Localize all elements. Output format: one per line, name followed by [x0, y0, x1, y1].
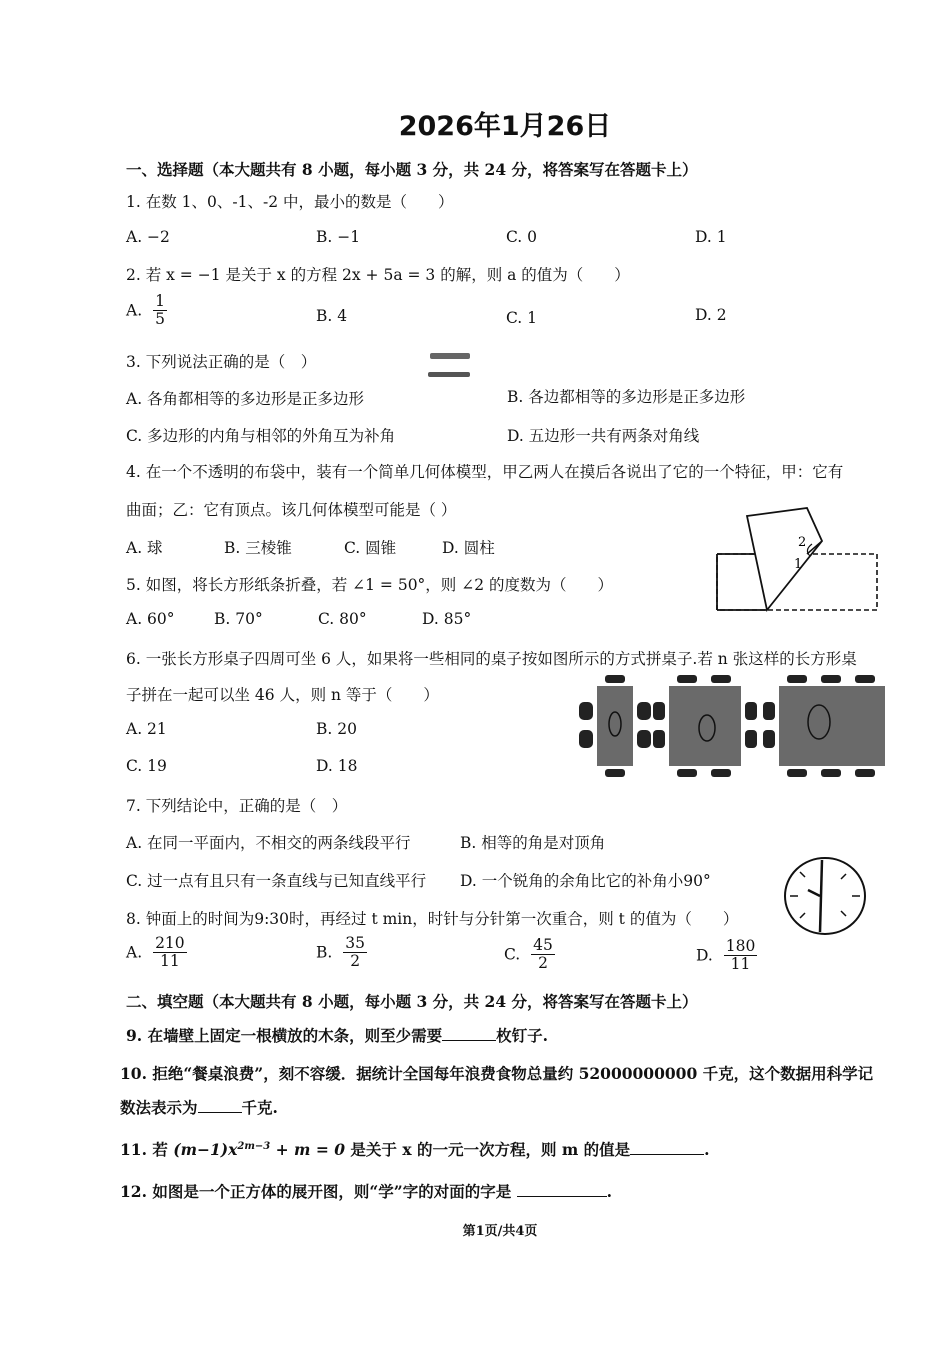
fraction-numerator: 210 — [155, 934, 185, 952]
q9-text-end: 枚钉子. — [496, 1026, 548, 1045]
minute-hand — [820, 860, 822, 932]
folded-strip-figure — [712, 506, 882, 616]
chair — [855, 675, 875, 683]
q11-text-end: . — [704, 1140, 710, 1159]
clock-tick — [800, 913, 805, 918]
clock-tick — [841, 874, 846, 879]
question-8: 8. 钟面上的时间为9:30时，再经过 t min，时针与分针第一次重合，则 t 的值为（ ） — [126, 910, 739, 928]
fraction-denominator: 11 — [730, 955, 751, 974]
q8-option-a — [126, 935, 187, 970]
question-3: 3. 下列说法正确的是（ ） — [126, 353, 317, 371]
question-7: 7. 下列结论中，正确的是（ ） — [126, 797, 348, 815]
question-10-line2 — [120, 1096, 278, 1118]
q5-option-b: B. 70° — [214, 610, 263, 628]
q3-option-a: A. 各角都相等的多边形是正多边形 — [126, 390, 365, 408]
table-top — [779, 686, 885, 766]
chair — [763, 702, 775, 720]
clock-figure — [780, 852, 870, 940]
fraction-denominator: 5 — [155, 310, 165, 329]
fraction-denominator: 2 — [350, 952, 361, 971]
chair — [677, 675, 697, 683]
clock-tick — [800, 872, 805, 877]
q8-option-c — [504, 937, 555, 972]
chair — [711, 675, 731, 683]
q8-option-b-label: B. — [316, 943, 333, 962]
fraction-denominator: 11 — [159, 952, 180, 971]
q10-text-end: 千克. — [241, 1098, 278, 1117]
question-11 — [120, 1138, 710, 1160]
page-title: 2026年1月26日 — [398, 111, 612, 142]
chair — [855, 769, 875, 777]
q8-option-c-fraction — [531, 937, 555, 972]
q2-option-a-fraction — [153, 293, 167, 328]
q2-option-b: B. 4 — [316, 307, 348, 325]
q3-option-b: B. 各边都相等的多边形是正多边形 — [507, 388, 746, 406]
fraction-denominator: 2 — [538, 954, 548, 973]
q8-option-c-label: C. — [504, 945, 521, 964]
chair — [745, 702, 757, 720]
q8-option-b-fraction — [343, 935, 367, 970]
answer-blank[interactable] — [517, 1196, 607, 1197]
question-4-line1: 4. 在一个不透明的布袋中，装有一个简单几何体模型，甲乙两人在摸后各说出了它的一个特征，甲：它有 — [126, 463, 844, 481]
q4-option-c: C. 圆锥 — [344, 539, 397, 557]
q4-option-a: A. 球 — [126, 539, 163, 557]
q3-option-d: D. 五边形一共有两条对角线 — [507, 427, 700, 445]
clock-tick — [841, 911, 846, 916]
q8-option-d — [696, 938, 757, 973]
chair — [637, 730, 651, 748]
table-top — [669, 686, 741, 766]
chair — [821, 769, 841, 777]
q12-text: 12. 如图是一个正方体的展开图，则“学”字的对面的字是 — [120, 1182, 512, 1201]
angle-1-label: 1 — [794, 557, 803, 572]
fraction-numerator: 35 — [345, 934, 365, 952]
q9-text: 9. 在墙壁上固定一根横放的木条，则至少需要 — [126, 1026, 443, 1045]
q5-option-d: D. 85° — [422, 610, 472, 628]
chair — [579, 730, 593, 748]
page-number: 第1页/共4页 — [462, 1224, 538, 1239]
q6-option-b: B. 20 — [316, 720, 357, 738]
chair — [787, 675, 807, 683]
q11-text-middle: 是关于 x 的一元一次方程，则 m 的值是 — [350, 1140, 631, 1159]
q11-expression: (m−1)x — [173, 1140, 238, 1159]
chair — [605, 769, 625, 777]
q1-option-c: C. 0 — [506, 228, 538, 246]
section-heading-choice: 一、选择题（本大题共有 8 小题，每小题 3 分，共 24 分，将答案写在答题卡上） — [126, 160, 698, 179]
q12-text-end: . — [606, 1182, 613, 1201]
answer-blank[interactable] — [630, 1154, 704, 1155]
q8-option-d-label: D. — [696, 946, 713, 965]
q6-option-d: D. 18 — [316, 757, 358, 775]
q7-option-d: D. 一个锐角的余角比它的补角小90° — [460, 872, 711, 890]
scribble-mark — [428, 372, 470, 377]
q1-option-a: A. −2 — [126, 228, 170, 246]
chair — [653, 702, 665, 720]
q2-option-a — [126, 293, 167, 328]
chair — [605, 675, 625, 683]
question-2: 2. 若 x = −1 是关于 x 的方程 2x + 5a = 3 的解，则 a 的值为（ ） — [126, 266, 630, 284]
tables-figure — [575, 672, 895, 780]
chair — [653, 730, 665, 748]
question-1: 1. 在数 1、0、-1、-2 中，最小的数是（ ） — [126, 193, 454, 211]
q2-option-a-label: A. — [126, 301, 143, 320]
question-9 — [126, 1024, 548, 1046]
q11-exponent: 2m−3 — [237, 1140, 271, 1152]
q3-option-c: C. 多边形的内角与相邻的外角互为补角 — [126, 427, 396, 445]
q8-option-b — [316, 935, 367, 970]
table-arrangement-2 — [653, 675, 757, 777]
scribble-mark — [430, 353, 470, 359]
chair — [763, 730, 775, 748]
chair — [821, 675, 841, 683]
fraction-numerator: 180 — [725, 937, 756, 955]
q6-option-a: A. 21 — [126, 720, 167, 738]
q4-option-d: D. 圆柱 — [442, 539, 495, 557]
chair — [677, 769, 697, 777]
fraction-numerator: 45 — [533, 936, 553, 954]
fraction-numerator: 1 — [155, 292, 165, 310]
chair — [745, 730, 757, 748]
q1-option-d: D. 1 — [695, 228, 727, 246]
answer-blank[interactable] — [198, 1112, 242, 1113]
question-4-line2: 曲面；乙：它有顶点。该几何体模型可能是（ ） — [126, 501, 457, 519]
table-arrangement-1 — [579, 675, 651, 777]
q2-option-d: D. 2 — [695, 306, 727, 324]
q5-option-c: C. 80° — [318, 610, 367, 628]
q11-expression-rest: + m = 0 — [270, 1140, 346, 1159]
q7-option-a: A. 在同一平面内，不相交的两条线段平行 — [126, 834, 411, 852]
q7-option-b: B. 相等的角是对顶角 — [460, 834, 606, 852]
angle-2-label: 2 — [798, 535, 807, 550]
chair — [637, 702, 651, 720]
chair — [579, 702, 593, 720]
q8-option-a-label: A. — [126, 943, 143, 962]
table-arrangement-3 — [763, 675, 885, 777]
q10-text: 数法表示为 — [120, 1098, 198, 1117]
q11-text: 11. 若 — [120, 1140, 168, 1159]
hour-hand — [808, 890, 820, 896]
q4-option-b: B. 三棱锥 — [224, 539, 292, 557]
q2-option-c: C. 1 — [506, 309, 538, 327]
section-heading-fill-blank: 二、填空题（本大题共有 8 小题，每小题 3 分，共 24 分，将答案写在答题卡上） — [126, 992, 698, 1011]
q7-option-c: C. 过一点有且只有一条直线与已知直线平行 — [126, 872, 427, 890]
chair — [787, 769, 807, 777]
q8-option-a-fraction — [153, 935, 187, 970]
answer-blank[interactable] — [442, 1040, 496, 1041]
chair — [711, 769, 731, 777]
table-top — [597, 686, 633, 766]
question-6-line1: 6. 一张长方形桌子四周可坐 6 人，如果将一些相同的桌子按如图所示的方式拼桌子.若 n 张这样的长方形桌 — [126, 650, 857, 668]
question-5: 5. 如图，将长方形纸条折叠，若 ∠1 = 50°，则 ∠2 的度数为（ ） — [126, 576, 614, 594]
q1-option-b: B. −1 — [316, 228, 361, 246]
q5-option-a: A. 60° — [126, 610, 175, 628]
question-12 — [120, 1180, 612, 1202]
q8-option-d-fraction — [724, 938, 758, 973]
question-10-line1: 10. 拒绝“餐桌浪费”，刻不容缓．据统计全国每年浪费食物总量约 52000000000 千克，这个数据用科学记 — [120, 1064, 874, 1083]
q6-option-c: C. 19 — [126, 757, 167, 775]
folded-part — [747, 508, 822, 610]
question-6-line2: 子拼在一起可以坐 46 人，则 n 等于（ ） — [126, 686, 439, 704]
